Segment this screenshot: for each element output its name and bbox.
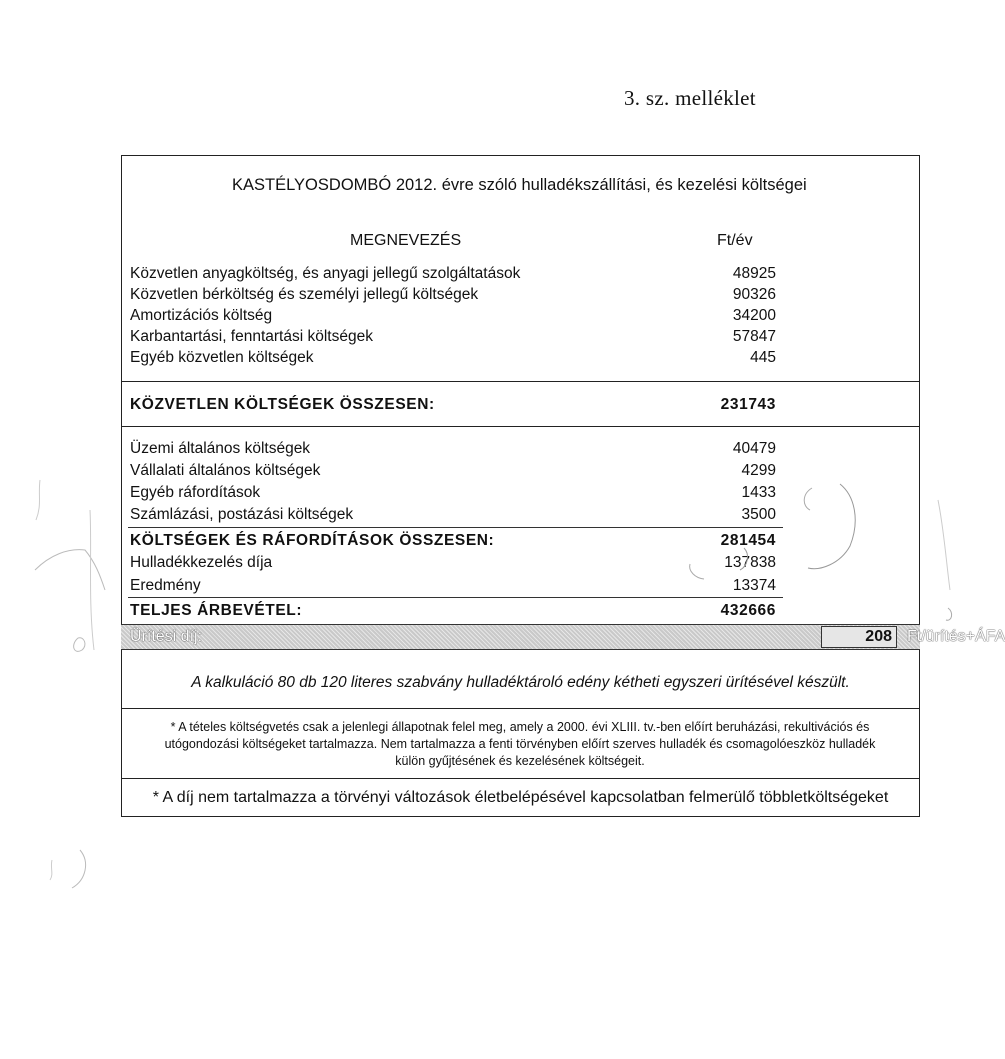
table-row: [130, 462, 776, 483]
footnote-fee: * A díj nem tartalmazza a törvényi változások életbelépésével kapcsolatban felmerülő többletköltségeket: [152, 789, 889, 806]
row-value: 48925: [732, 265, 776, 282]
row-value: 1433: [741, 484, 776, 501]
row-label: Karbantartási, fenntartási költségek: [130, 328, 373, 345]
divider: [121, 708, 920, 709]
row-label: Vállalati általános költségek: [130, 462, 321, 479]
result-row: [130, 577, 776, 598]
row-label: Üzemi általános költségek: [130, 440, 311, 457]
row-label: Hulladékkezelés díja: [130, 554, 273, 571]
row-label: Számlázási, postázási költségek: [130, 506, 354, 523]
emptying-fee-row: [121, 624, 1005, 650]
footnote-budget: * A tételes költségvetés csak a jelenlegi állapotnak felel meg, amely a 2000. évi XLIII. tv.-ben előírt beruházási, rekultivációs és utógondozási költségeket tartalmazza. Nem tartalmazza a fenti törvényben előírt szerves hulladék és csomagolóeszköz hulladék külön gyűjtésének és kezelésének költségeit.: [164, 720, 876, 768]
row-label: Amortizációs költség: [130, 307, 273, 324]
row-value: 231743: [720, 396, 776, 413]
revenue-total-row: [130, 602, 776, 623]
row-label: KÖLTSÉGEK ÉS RÁFORDÍTÁSOK ÖSSZESEN:: [130, 532, 495, 549]
divider: [128, 527, 783, 528]
emptying-fee-label: Ürítési díj:: [130, 628, 203, 645]
emptying-fee-unit: Ft/ürítés+ÁFA: [907, 628, 1005, 645]
annex-label: 3. sz. melléklet: [624, 86, 756, 110]
margin-marks: [928, 500, 958, 630]
row-value: 445: [750, 349, 776, 366]
margin-marks: [40, 840, 100, 900]
table-row: [130, 307, 776, 328]
row-value: 90326: [732, 286, 776, 303]
table-row: [130, 286, 776, 307]
row-label: Eredmény: [130, 577, 201, 594]
row-value: 3500: [741, 506, 776, 523]
table-row: [130, 349, 776, 370]
divider: [121, 381, 920, 382]
row-label: Egyéb közvetlen költségek: [130, 349, 314, 366]
row-value: 34200: [732, 307, 776, 324]
row-label: Közvetlen bérköltség és személyi jellegű költségek: [130, 286, 479, 303]
row-value: 432666: [720, 602, 776, 619]
waste-fee-row: [130, 554, 776, 575]
divider: [128, 597, 783, 598]
calculation-note: A kalkuláció 80 db 120 literes szabvány hulladéktároló edény kétheti egyszeri ürítésével készült.: [191, 674, 850, 691]
table-row: [130, 328, 776, 349]
emptying-fee-box: [821, 626, 897, 648]
table-row: [130, 265, 776, 286]
pencil-marks: [690, 476, 870, 586]
costs-total-row: [130, 532, 776, 553]
row-label: KÖZVETLEN KÖLTSÉGEK ÖSSZESEN:: [130, 396, 435, 413]
margin-marks: [30, 450, 120, 670]
direct-total-row: [130, 396, 776, 417]
table-row: [130, 440, 776, 461]
table-row: [130, 506, 776, 527]
row-value: 13374: [732, 577, 776, 594]
emptying-fee-value: 208: [865, 628, 892, 645]
row-value: 4299: [741, 462, 776, 479]
row-label: TELJES ÁRBEVÉTEL:: [130, 602, 303, 619]
divider: [121, 778, 920, 779]
column-header-name: MEGNEVEZÉS: [350, 232, 462, 249]
row-label: Közvetlen anyagköltség, és anyagi jellegű szolgáltatások: [130, 265, 521, 282]
column-header-unit: Ft/év: [717, 232, 753, 249]
row-value: 281454: [720, 532, 776, 549]
document-title: KASTÉLYOSDOMBÓ 2012. évre szóló hulladékszállítási, és kezelési költségei: [232, 176, 807, 194]
row-value: 57847: [732, 328, 776, 345]
table-row: [130, 484, 776, 505]
row-value: 40479: [732, 440, 776, 457]
row-label: Egyéb ráfordítások: [130, 484, 261, 501]
divider: [121, 426, 920, 427]
row-value: 137838: [724, 554, 776, 571]
